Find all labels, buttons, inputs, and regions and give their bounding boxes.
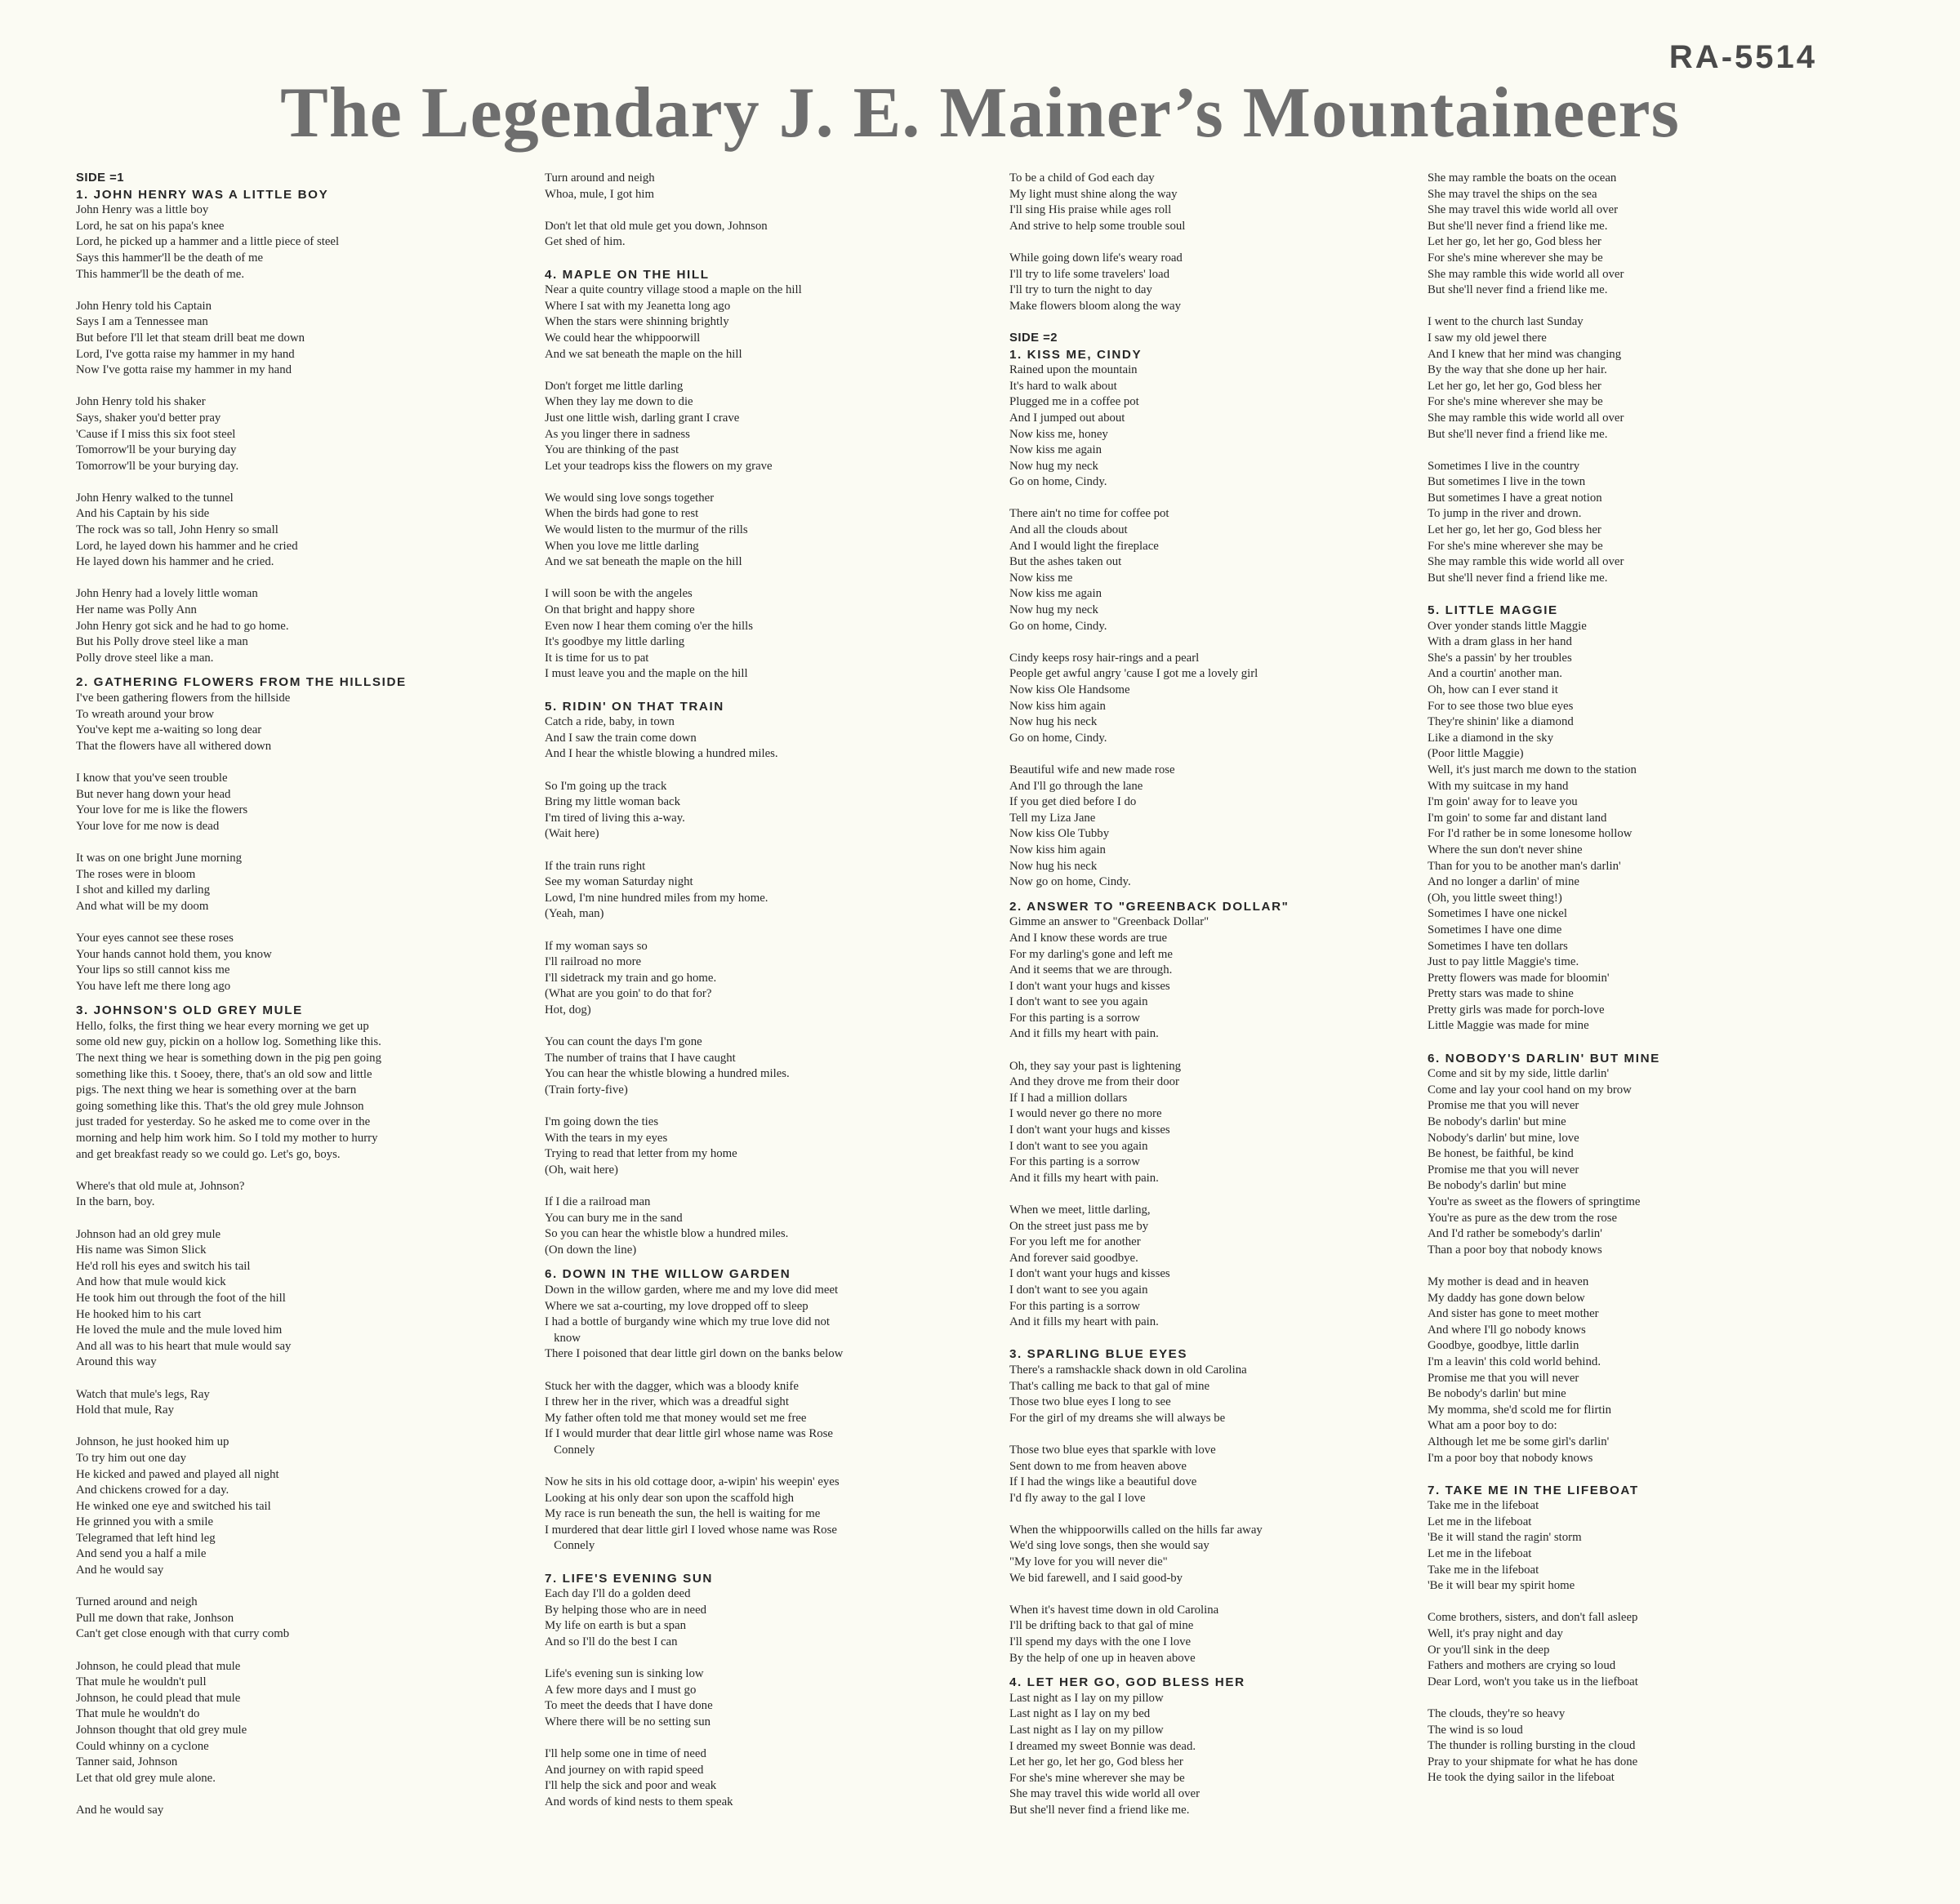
lyric-stanza: There ain't no time for coffee pot And all the clouds about And I would light the fireplace But the ashes taken out Now kiss me Now kiss me again Now hug my neck Go on home, Cindy. [1009,507,1169,633]
lyric-stanza: John Henry told his Captain Says I am a Tennessee man But before I'll let that steam drill beat me down Lord, I've gotta raise my hammer in my hand Now I've gotta raise my hammer in my hand [76,299,305,377]
lyric-stanza: Where's that old mule at, Johnson? In the barn, boy. [76,1179,245,1209]
song-title: 6. DOWN IN THE WILLOW GARDEN [545,1267,791,1282]
song-title: 2. GATHERING FLOWERS FROM THE HILLSIDE [76,675,407,690]
lyric-stanza: When it's havest time down in old Carolina I'll be drifting back to that gal of mine I'll spend my days with the one I love By the help of one up in heaven above [1009,1603,1219,1665]
lyric-stanza: There's a ramshackle shack down in old Carolina That's calling me back to that gal of mine Those two blue eyes I long to see For the girl of my dreams she will always be [1009,1363,1247,1425]
lyrics-column-3 [1009,171,1430,1819]
lyric-stanza: To be a child of God each day My light must shine along the way I'll sing His praise while ages roll And strive to help some trouble soul [1009,171,1186,233]
lyric-stanza: John Henry was a little boy Lord, he sat on his papa's knee Lord, he picked up a hammer and a little piece of steel Says this hammer'll be the death of me This hammer'll be the death of me. [76,203,340,281]
lyric-stanza: Each day I'll do a golden deed By helping those who are in need My life on earth is but a span And so I'll do the best I can [545,1587,707,1649]
lyric-stanza: And he would say [76,1803,164,1817]
song-title: 3. JOHNSON'S OLD GREY MULE [76,1003,303,1018]
lyric-stanza: I've been gathering flowers from the hillside To wreath around your brow You've kept me a-waiting so long dear That the flowers have all withered down [76,692,291,753]
side-heading: SIDE =2 [1009,331,1058,345]
lyric-stanza: Last night as I lay on my pillow Last night as I lay on my bed Last night as I lay on my pillow I dreamed my sweet Bonnie was dead. Let her go, let her go, God bless her For she's mine wherever she may be She may travel this wide world all over But she'll never find a friend like me. [1009,1691,1200,1817]
lyric-stanza: Take me in the lifeboat Let me in the lifeboat 'Be it will stand the ragin' storm Let me in the lifeboat Take me in the lifeboat 'Be it will bear my spirit home [1428,1499,1582,1593]
lyric-stanza: John Henry told his shaker Says, shaker you'd better pray 'Cause if I miss this six foot steel Tomorrow'll be your burying day Tomorrow'll be your burying day. [76,395,239,473]
lyric-stanza: If my woman says so I'll railroad no more I'll sidetrack my train and go home. (What are you goin' to do that for? Hot, dog) [545,939,717,1017]
lyric-stanza: If I die a railroad man You can bury me in the sand So you can hear the whistle blow a hundred miles. (On down the line) [545,1195,789,1257]
song-title: 4. LET HER GO, GOD BLESS HER [1009,1675,1245,1690]
lyric-stanza: Don't let that old mule get you down, Johnson Get shed of him. [545,219,768,249]
lyric-stanza: Stuck her with the dagger, which was a bloody knife I threw her in the river, which was a dreadful sight My father often told me that money would set me free If I would murder that dear little girl whose name was Rose Connely [545,1379,833,1457]
lyrics-column-4 [1428,171,1873,1786]
lyric-stanza: Johnson, he could plead that mule That mule he wouldn't pull Johnson, he could plead that mule That mule he wouldn't do Johnson thought that old grey mule Could whinny on a cyclone Tanner said, Johnson Let that old grey mule alone. [76,1659,247,1785]
lyric-stanza: I'm going down the ties With the tears in my eyes Trying to read that letter from my home (Oh, wait here) [545,1115,737,1177]
lyric-stanza: Rained upon the mountain It's hard to walk about Plugged me in a coffee pot And I jumped out about Now kiss me, honey Now kiss me again Now hug my neck Go on home, Cindy. [1009,363,1139,489]
lyric-stanza: I went to the church last Sunday I saw my old jewel there And I knew that her mind was changing By the way that she done up her hair. Let her go, let her go, God bless her For she's mine wherever she may be She may ramble this wide world all over But she'll never find a friend like me. [1428,315,1624,441]
lyrics-column-1 [76,171,497,1819]
lyric-stanza: Hello, folks, the first thing we hear every morning we get up some old new guy, pickin on a hollow log. Something like this. The next thing we hear is something down in the pig pen going something like this. t Sooey, there, that's an old sow and little pigs. The next thing we hear is something over at the barn going something like this. That's the old grey mule Johnson just traded for yesterday. So he asked me to come over in the morning and help him work him. So I told my mother to hurry and get breakfast ready so we could go. Let's go, boys. [76,1019,381,1161]
lyric-stanza: Johnson had an old grey mule His name was Simon Slick He'd roll his eyes and switch his tail And how that mule would kick He took him out through the foot of the hill He hooked him to his cart He loved the mule and the mule loved him And all was to his heart that mule would say Around this way [76,1227,292,1369]
side-heading: SIDE =1 [76,171,125,185]
lyric-stanza: Catch a ride, baby, in town And I saw the train come down And I hear the whistle blowing a hundred miles. [545,715,778,761]
lyric-stanza: It was on one bright June morning The roses were in bloom I shot and killed my darling And what will be my doom [76,851,243,913]
lyric-stanza: Those two blue eyes that sparkle with love Sent down to me from heaven above If I had the wings like a beautiful dove I'd fly away to the gal I love [1009,1443,1216,1505]
lyric-stanza: Gimme an answer to "Greenback Dollar" And I know these words are true For my darling's gone and left me And it seems that we are through. I don't want your hugs and kisses I don't want to see you again For this parting is a sorrow And it fills my heart with pain. [1009,915,1209,1041]
lyric-stanza: So I'm going up the track Bring my little woman back I'm tired of living this a-way. (Wait here) [545,779,685,841]
lyric-stanza: Sometimes I live in the country But sometimes I live in the town But sometimes I have a great notion To jump in the river and drown. Let her go, let her go, God bless her For she's mine wherever she may be She may ramble this wide world all over But she'll never find a friend like me. [1428,459,1624,585]
lyric-stanza: I will soon be with the angeles On that bright and happy shore Even now I hear them coming o'er the hills It's goodbye my little darling It is time for us to pat I must leave you and the maple on the hill [545,587,753,681]
song-title: 7. TAKE ME IN THE LIFEBOAT [1428,1483,1639,1497]
lyric-stanza: My mother is dead and in heaven My daddy has gone down below And sister has gone to meet mother And where I'll go nobody knows Goodbye, goodbye, little darlin I'm a leavin' this cold world behind. Promise me that you will never Be nobody's darlin' but mine My momma, she'd scold me for flirtin What am a poor boy to do: Although let me be some girl's darlin' I'm a poor boy that nobody knows [1428,1275,1611,1465]
lyric-stanza: Watch that mule's legs, Ray Hold that mule, Ray [76,1387,210,1417]
song-title: 7. LIFE'S EVENING SUN [545,1571,713,1586]
lyric-stanza: Your eyes cannot see these roses Your hands cannot hold them, you know Your lips so still cannot kiss me You have left me there long ago [76,931,272,993]
lyric-stanza: Johnson, he just hooked him up To try him out one day He kicked and pawed and played all night And chickens crowed for a day. He winked one eye and switched his tail He grinned you with a smile Telegramed that left hind leg And send you a half a mile And he would say [76,1435,279,1577]
lyric-stanza: When the whippoorwills called on the hills far away We'd sing love songs, then she would say "My love for you will never die" We bid farewell, and I said good-by [1009,1523,1263,1585]
lyric-stanza: When we meet, little darling, On the street just pass me by For you left me for another And forever said goodbye. I don't want your hugs and kisses I don't want to see you again For this parting is a sorrow And it fills my heart with pain. [1009,1203,1170,1329]
catalog-number: RA-5514 [1668,39,1817,75]
lyric-stanza: I'll help some one in time of need And journey on with rapid speed I'll help the sick and poor and weak And words of kind nests to them speak [545,1747,733,1808]
lyric-stanza: Come brothers, sisters, and don't fall asleep Well, it's pray night and day Or you'll sink in the deep Fathers and mothers are crying so loud Dear Lord, won't you take us in the liefboat [1428,1611,1638,1688]
lyric-stanza: If the train runs right See my woman Saturday night Lowd, I'm nine hundred miles from my home. (Yeah, man) [545,859,768,921]
lyric-stanza: She may ramble the boats on the ocean She may travel the ships on the sea She may travel this wide world all over But she'll never find a friend like me. Let her go, let her go, God bless her For she's mine wherever she may be She may ramble this wide world all over But she'll never find a friend like me. [1428,171,1624,297]
lyric-stanza: Now he sits in his old cottage door, a-wipin' his weepin' eyes Looking at his only dear son upon the scaffold high My race is run beneath the sun, the hell is waiting for me I murdered that dear little girl I loved whose name was Rose Connely [545,1475,840,1553]
lyric-stanza: While going down life's weary road I'll try to life some travelers' load I'll try to turn the night to day Make flowers bloom along the way [1009,251,1183,313]
song-title: 3. SPARLING BLUE EYES [1009,1347,1188,1362]
lyric-stanza: We would sing love songs together When the birds had gone to rest We would listen to the murmur of the rills When you love me little darling And we sat beneath the maple on the hill [545,491,748,569]
lyric-stanza: Come and sit by my side, little darlin' Come and lay your cool hand on my brow Promise me that you will never Be nobody's darlin' but mine Nobody's darlin' but mine, love Be honest, be faithful, be kind Promise me that you will never Be nobody's darlin' but mine You're as sweet as the flowers of springtime You're as pure as the dew trom the rose And I'd rather be somebody's darlin' Than a poor boy that nobody knows [1428,1067,1641,1257]
lyric-stanza: Don't forget me little darling When they lay me down to die Just one little wish, darling grant I crave As you linger there in sadness You are thinking of the past Let your teadrops kiss the flowers on my grave [545,379,773,473]
lyric-stanza: John Henry walked to the tunnel And his Captain by his side The rock was so tall, John Henry so small Lord, he layed down his hammer and he cried He layed down his hammer and he cried. [76,491,298,569]
lyric-stanza: I know that you've seen trouble But never hang down your head Your love for me is like the flowers Your love for me now is dead [76,771,248,833]
lyric-stanza: Beautiful wife and new made rose And I'll go through the lane If you get died before I do Tell my Liza Jane Now kiss Ole Tubby Now kiss him again Now hug his neck Now go on home, Cindy. [1009,763,1175,889]
lyric-stanza: John Henry had a lovely little woman Her name was Polly Ann John Henry got sick and he had to go home. But his Polly drove steel like a man Polly drove steel like a man. [76,587,289,665]
song-title: 4. MAPLE ON THE HILL [545,267,710,282]
page-title: The Legendary J. E. Mainer’s Mountaineers [280,73,1680,153]
lyrics-column-2 [545,171,965,1811]
lyric-stanza: You can count the days I'm gone The number of trains that I have caught You can hear the whistle blowing a hundred miles. (Train forty-five) [545,1035,790,1097]
lyric-stanza: Cindy keeps rosy hair-rings and a pearl People get awful angry 'cause I got me a lovely girl Now kiss Ole Handsome Now kiss him again Now hug his neck Go on home, Cindy. [1009,651,1258,745]
lyric-stanza: The clouds, they're so heavy The wind is so loud The thunder is rolling bursting in the cloud Pray to your shipmate for what he has done He took the dying sailor in the lifeboat [1428,1707,1638,1785]
song-title: 5. LITTLE MAGGIE [1428,603,1558,618]
lyric-stanza: Turned around and neigh Pull me down that rake, Jonhson Can't get close enough with that curry comb [76,1595,290,1641]
lyric-stanza: Near a quite country village stood a maple on the hill Where I sat with my Jeanetta long ago When the stars were shinning brightly We could hear the whippoorwill And we sat beneath the maple on the hill [545,283,802,361]
lyric-stanza: Oh, they say your past is lightening And they drove me from their door If I had a million dollars I would never go there no more I don't want your hugs and kisses I don't want to see you again For this parting is a sorrow And it fills my heart with pain. [1009,1059,1182,1185]
song-title: 6. NOBODY'S DARLIN' BUT MINE [1428,1051,1660,1065]
lyric-stanza: Down in the willow garden, where me and my love did meet Where we sat a-courting, my love dropped off to sleep I had a bottle of burgandy wine which my true love did not know There I poisoned that dear little girl down on the banks below [545,1283,844,1361]
song-title: 1. JOHN HENRY WAS A LITTLE BOY [76,187,329,202]
song-title: 5. RIDIN' ON THAT TRAIN [545,699,724,714]
lyric-stanza: Turn around and neigh Whoa, mule, I got him [545,171,655,201]
song-title: 1. KISS ME, CINDY [1009,347,1143,362]
song-title: 2. ANSWER TO "GREENBACK DOLLAR" [1009,899,1290,914]
lyric-stanza: Life's evening sun is sinking low A few more days and I must go To meet the deeds that I have done Where there will be no setting sun [545,1667,713,1728]
lyric-stanza: Over yonder stands little Maggie With a dram glass in her hand She's a passin' by her troubles And a courtin' another man. Oh, how can I ever stand it For to see those two blue eyes They're shinin' like a diamond Like a diamond in the sky (Poor little Maggie) Well, it's just march me down to the station With my suitcase in my hand I'm goin' away for to leave you I'm goin' to some far and distant land For I'd rather be in some lonesome hollow Where the sun don't never shine Than for you to be another man's darlin' And no longer a darlin' of mine (Oh, you little sweet thing!) Sometimes I have one nickel Sometimes I have one dime Sometimes I have ten dollars Just to pay little Maggie's time. Pretty flowers was made for bloomin' Pretty stars was made to shine Pretty girls was made for porch-love Little Maggie was made for mine [1428,619,1637,1033]
